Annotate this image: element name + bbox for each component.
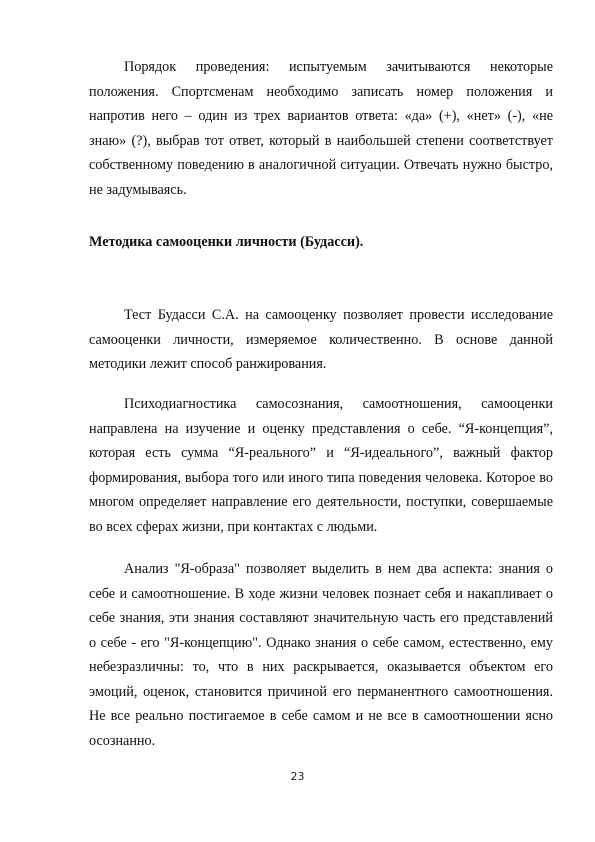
psychodiagnostics-paragraph: Психодиагностика самосознания, самоотношения, самооценки направлена на изучение и оценку представления о себе. “Я-концепция”, которая есть сумма “Я-реального” и “Я-идеального”, важный фактор формирования, выбора того или иного типа поведения человека. Которое во многом определяет направление его деятельности, поступки, совершаемые во всех сферах жизни, при контактах с людьми. [89,396,553,535]
page-number: 23 [290,770,305,783]
section-heading: Методика самооценки личности (Будасси). [89,234,364,250]
procedure-paragraph: Порядок проведения: испытуемым зачитываются некоторые положения. Спортсменам необходимо записать номер положения и напротив него – один из трех вариантов ответа: «да» (+), «нет» (-), «не знаю» (?), выбрав тот ответ, который в наибольшей степени соответствует собственному поведению в аналогичной ситуации. Отвечать нужно быстро, не задумываясь. [89,59,553,198]
self-image-analysis-paragraph: Анализ "Я-образа" позволяет выделить в нем два аспекта: знания о себе и самоотношение. В ходе жизни человек познает себя и накапливает о себе знания, эти знания составляют значительную часть его представлений о себе - его "Я-концепцию". Однако знания о себе самом, естественно, ему небезразличны: то, что в них раскрывается, оказывается объектом его эмоций, оценок, становится причиной его перманентного самоотношения. Не все реально постигаемое в себе самом и не все в самоотношении ясно осознанно. [89,561,553,749]
test-description-paragraph: Тест Будасси С.А. на самооценку позволяет провести исследование самооценки личности, измеряемое количественно. В основе данной методики лежит способ ранжирования. [89,307,553,372]
